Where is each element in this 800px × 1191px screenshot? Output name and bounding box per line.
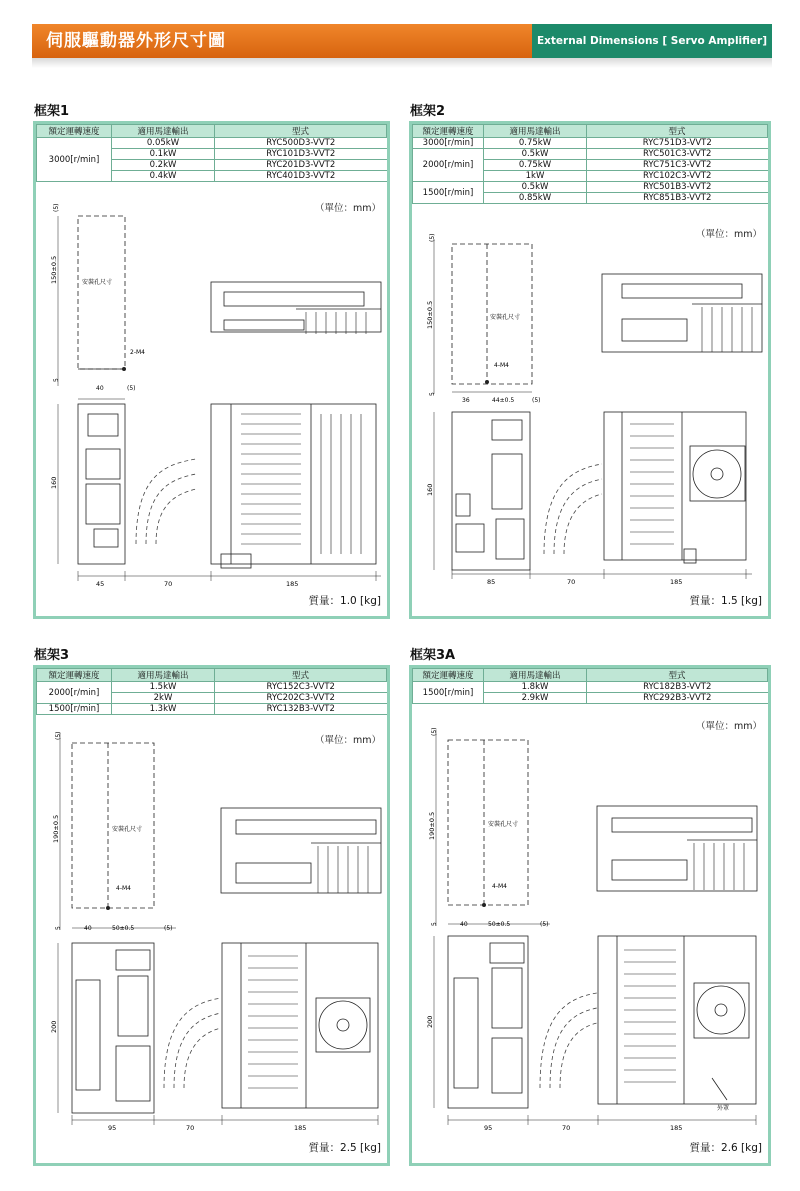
output-cell: 0.5kW bbox=[484, 182, 587, 193]
col-header-speed: 額定運轉速度 bbox=[413, 669, 484, 682]
page-title: 伺服驅動器外形尺寸圖 bbox=[32, 24, 532, 58]
dim-depth: 185 bbox=[670, 1124, 683, 1132]
unit-note: （單位：mm） bbox=[695, 721, 762, 732]
dim-hole-width-2: 50±0.5 bbox=[488, 921, 511, 928]
outer-cover-label: 外罩 bbox=[717, 1105, 730, 1112]
front-view bbox=[452, 412, 530, 570]
dim-top: (5) bbox=[431, 727, 438, 736]
screw-label: 2-M4 bbox=[130, 349, 145, 356]
model-cell: RYC102C3-VVT2 bbox=[587, 171, 768, 182]
front-view bbox=[448, 936, 528, 1108]
dim-top: (5) bbox=[53, 203, 60, 212]
col-header-output: 適用馬達輸出 bbox=[112, 125, 215, 138]
header-banner bbox=[32, 24, 772, 58]
dim-height: 200 bbox=[426, 1015, 434, 1028]
dim-height: 200 bbox=[50, 1020, 58, 1033]
model-cell: RYC152C3-VVT2 bbox=[215, 682, 387, 693]
dim-depth: 185 bbox=[294, 1124, 307, 1132]
banner-shadow bbox=[32, 58, 772, 68]
model-cell: RYC751D3-VVT2 bbox=[587, 138, 768, 149]
dim-cable: 70 bbox=[567, 578, 576, 586]
dim-side: (5) bbox=[127, 385, 136, 392]
speed-cell: 1500[r/min] bbox=[37, 704, 112, 715]
mount-hole-label: 安裝孔尺寸 bbox=[490, 314, 521, 321]
frame-2-drawing bbox=[412, 124, 768, 616]
dim-bottom: 5 bbox=[53, 378, 60, 382]
mount-hole-label: 安裝孔尺寸 bbox=[488, 821, 519, 828]
unit-note: （單位：mm） bbox=[695, 229, 762, 240]
mount-hole bbox=[122, 367, 126, 371]
model-cell: RYC501B3-VVT2 bbox=[587, 182, 768, 193]
cable-lines bbox=[136, 459, 196, 544]
output-cell: 1.5kW bbox=[112, 682, 215, 693]
dim-width: 45 bbox=[96, 580, 105, 588]
screw-label: 4-M4 bbox=[494, 362, 509, 369]
frame-3a-drawing bbox=[412, 668, 768, 1163]
frame-3-drawing bbox=[36, 668, 387, 1163]
top-view bbox=[211, 282, 381, 332]
cable-lines bbox=[544, 464, 602, 554]
frame-3-title: 框架3 bbox=[34, 648, 70, 663]
dim-hole-width: 40 bbox=[84, 925, 92, 932]
screw-label: 4-M4 bbox=[116, 885, 131, 892]
speed-cell: 1500[r/min] bbox=[413, 182, 484, 204]
dim-top: (5) bbox=[55, 731, 62, 740]
dim-bottom: 5 bbox=[429, 392, 436, 396]
dim-width: 85 bbox=[487, 578, 496, 586]
model-cell: RYC201D3-VVT2 bbox=[215, 160, 387, 171]
frame-1-panel bbox=[33, 121, 390, 619]
model-cell: RYC501C3-VVT2 bbox=[587, 149, 768, 160]
dim-hole-height: 150±0.5 bbox=[50, 255, 58, 284]
col-header-speed: 額定運轉速度 bbox=[413, 125, 484, 138]
output-cell: 0.2kW bbox=[112, 160, 215, 171]
col-header-model: 型式 bbox=[587, 125, 768, 138]
frame-1-title: 框架1 bbox=[34, 104, 70, 119]
dim-width: 95 bbox=[484, 1124, 493, 1132]
output-cell: 2.9kW bbox=[484, 693, 587, 704]
fan-icon bbox=[319, 1001, 367, 1049]
dim-hole-width-2: 44±0.5 bbox=[492, 397, 515, 404]
speed-cell: 3000[r/min] bbox=[413, 138, 484, 149]
dim-bottom: 5 bbox=[431, 922, 438, 926]
dim-bottom: 5 bbox=[55, 926, 62, 930]
dim-depth: 185 bbox=[670, 578, 683, 586]
frame-2-title: 框架2 bbox=[410, 104, 446, 119]
mass-label: 質量：1.5 [kg] bbox=[689, 595, 762, 607]
col-header-output: 適用馬達輸出 bbox=[112, 669, 215, 682]
output-cell: 0.1kW bbox=[112, 149, 215, 160]
mass-label: 質量：2.5 [kg] bbox=[308, 1142, 381, 1154]
dim-hole-height: 150±0.5 bbox=[426, 300, 434, 329]
cable-lines bbox=[540, 993, 597, 1088]
dim-top: (5) bbox=[429, 233, 436, 242]
dim-height: 160 bbox=[50, 476, 58, 489]
dim-cable: 70 bbox=[562, 1124, 571, 1132]
col-header-speed: 額定運轉速度 bbox=[37, 125, 112, 138]
output-cell: 0.75kW bbox=[484, 160, 587, 171]
mount-hole bbox=[482, 903, 486, 907]
screw-label: 4-M4 bbox=[492, 883, 507, 890]
front-view bbox=[78, 404, 125, 564]
top-view bbox=[602, 274, 762, 352]
dim-side: (5) bbox=[532, 397, 541, 404]
model-cell: RYC101D3-VVT2 bbox=[215, 149, 387, 160]
side-view bbox=[598, 936, 756, 1104]
dim-hole-height: 190±0.5 bbox=[428, 811, 436, 840]
model-cell: RYC292B3-VVT2 bbox=[587, 693, 768, 704]
model-cell: RYC851B3-VVT2 bbox=[587, 193, 768, 204]
top-view bbox=[597, 806, 757, 891]
dim-cable: 70 bbox=[186, 1124, 195, 1132]
dim-hole-height: 190±0.5 bbox=[52, 814, 60, 843]
dim-hole-width: 40 bbox=[96, 385, 104, 392]
side-view bbox=[222, 943, 378, 1108]
frame-3-panel bbox=[33, 665, 390, 1166]
frame-1-drawing bbox=[36, 124, 387, 616]
dim-width: 95 bbox=[108, 1124, 117, 1132]
fan-icon bbox=[697, 986, 745, 1034]
mass-label: 質量：1.0 [kg] bbox=[308, 595, 381, 607]
mount-hole bbox=[485, 380, 489, 384]
top-view bbox=[221, 808, 381, 893]
speed-cell: 2000[r/min] bbox=[413, 149, 484, 182]
dim-side: (5) bbox=[540, 921, 549, 928]
col-header-output: 適用馬達輸出 bbox=[484, 125, 587, 138]
col-header-output: 適用馬達輸出 bbox=[484, 669, 587, 682]
col-header-speed: 額定運轉速度 bbox=[37, 669, 112, 682]
frame-3a-panel bbox=[409, 665, 771, 1166]
output-cell: 0.5kW bbox=[484, 149, 587, 160]
unit-note: （單位：mm） bbox=[314, 735, 381, 746]
cable-lines bbox=[164, 998, 221, 1088]
dim-hole-width: 36 bbox=[462, 397, 470, 404]
dim-cable: 70 bbox=[164, 580, 173, 588]
output-cell: 0.4kW bbox=[112, 171, 215, 182]
dim-hole-width: 40 bbox=[460, 921, 468, 928]
output-cell: 1.3kW bbox=[112, 704, 215, 715]
speed-cell: 1500[r/min] bbox=[413, 682, 484, 704]
model-cell: RYC401D3-VVT2 bbox=[215, 171, 387, 182]
dim-height: 160 bbox=[426, 483, 434, 496]
unit-note: （單位：mm） bbox=[314, 203, 381, 214]
frame-2-panel bbox=[409, 121, 771, 619]
output-cell: 1.8kW bbox=[484, 682, 587, 693]
mount-hole-label: 安裝孔尺寸 bbox=[82, 279, 113, 286]
model-cell: RYC182B3-VVT2 bbox=[587, 682, 768, 693]
output-cell: 2kW bbox=[112, 693, 215, 704]
output-cell: 0.85kW bbox=[484, 193, 587, 204]
mount-outline bbox=[78, 216, 125, 369]
speed-cell: 3000[r/min] bbox=[37, 138, 112, 182]
output-cell: 0.05kW bbox=[112, 138, 215, 149]
col-header-model: 型式 bbox=[215, 669, 387, 682]
model-cell: RYC500D3-VVT2 bbox=[215, 138, 387, 149]
model-cell: RYC132B3-VVT2 bbox=[215, 704, 387, 715]
front-view bbox=[72, 943, 154, 1113]
dim-side: (5) bbox=[164, 925, 173, 932]
output-cell: 1kW bbox=[484, 171, 587, 182]
model-cell: RYC202C3-VVT2 bbox=[215, 693, 387, 704]
model-cell: RYC751C3-VVT2 bbox=[587, 160, 768, 171]
col-header-model: 型式 bbox=[215, 125, 387, 138]
side-view bbox=[604, 412, 746, 563]
fan-icon bbox=[693, 450, 741, 498]
frame-3a-title: 框架3A bbox=[410, 648, 456, 663]
page-subtitle: External Dimensions [ Servo Amplifier] bbox=[532, 24, 772, 58]
dim-hole-width-2: 50±0.5 bbox=[112, 925, 135, 932]
mass-label: 質量：2.6 [kg] bbox=[689, 1142, 762, 1154]
speed-cell: 2000[r/min] bbox=[37, 682, 112, 704]
mount-hole-label: 安裝孔尺寸 bbox=[112, 826, 143, 833]
output-cell: 0.75kW bbox=[484, 138, 587, 149]
dim-depth: 185 bbox=[286, 580, 299, 588]
col-header-model: 型式 bbox=[587, 669, 768, 682]
mount-hole bbox=[106, 906, 110, 910]
